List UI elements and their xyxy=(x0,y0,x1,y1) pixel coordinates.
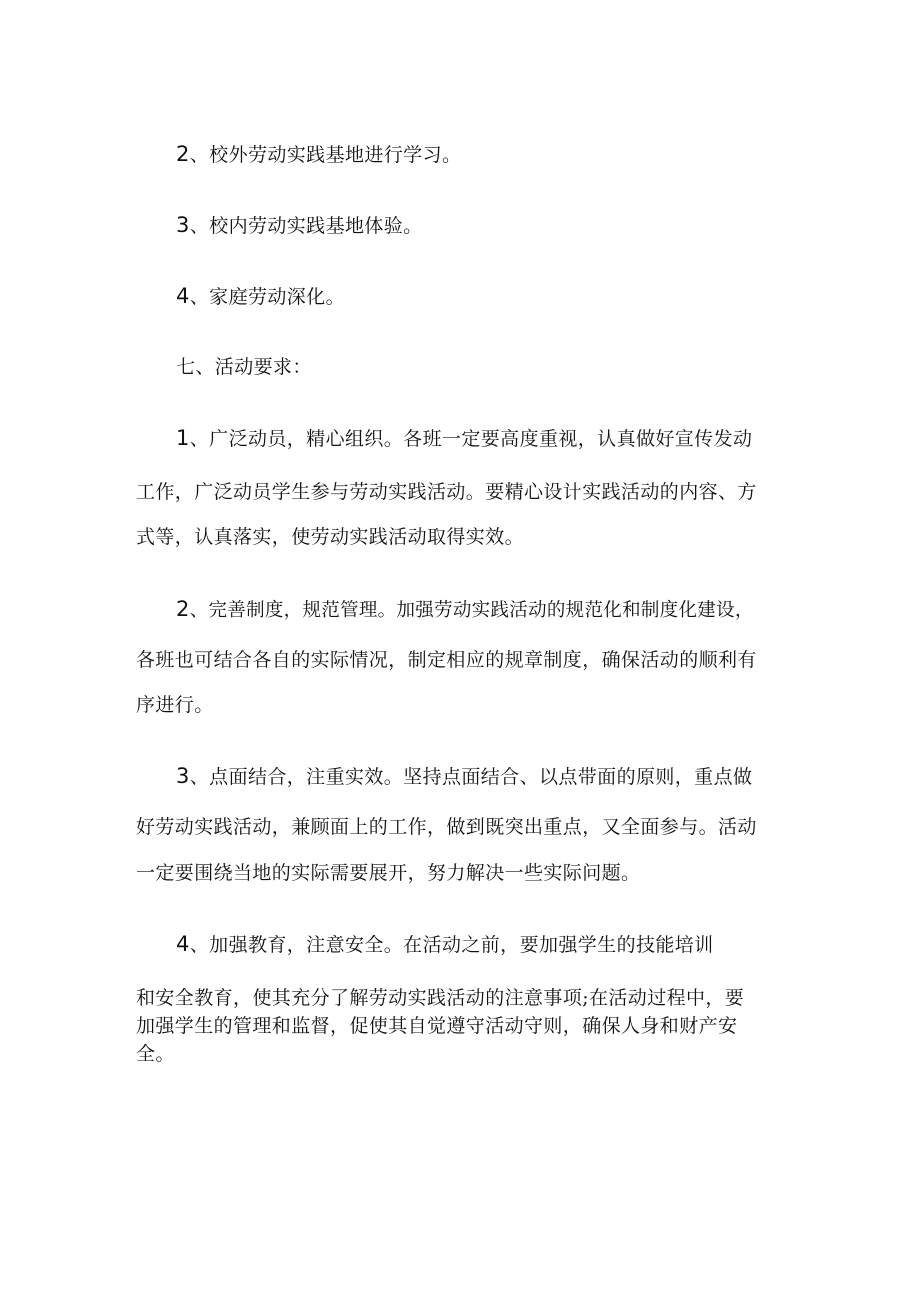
requirement-first-line xyxy=(176,597,754,623)
requirement-line: 全。 xyxy=(136,1043,175,1065)
requirement-text: 、点面结合，注重实效。坚持点面结合、以点带面的原则，重点做 xyxy=(189,766,753,788)
requirement-line: 好劳动实践活动，兼顾面上的工作，做到既突出重点，又全面参与。活动 xyxy=(136,816,757,838)
item-number: 3 xyxy=(176,213,190,237)
item-number: 4 xyxy=(176,284,190,308)
requirement-line: 一定要围绕当地的实际需要展开，努力解决一些实际问题。 xyxy=(136,862,641,884)
requirement-first-line xyxy=(176,426,752,451)
requirement-text: 、完善制度，规范管理。加强劳动实践活动的规范化和制度化建设， xyxy=(189,600,754,621)
requirement-text: 、广泛动员，精心组织。各班一定要高度重视，认真做好宣传发动 xyxy=(189,428,753,450)
requirement-line: 各班也可结合各自的实际情况，制定相应的规章制度，确保活动的顺利有 xyxy=(136,649,757,671)
item-text: 、校内劳动实践基地体验。 xyxy=(189,215,423,237)
requirement-first-line xyxy=(176,764,752,789)
item-number: 2 xyxy=(176,142,190,166)
list-item xyxy=(176,213,423,238)
requirement-line: 加强学生的管理和监督，促使其自觉遵守活动守则，确保人身和财产安 xyxy=(136,1015,738,1037)
requirement-number: 2 xyxy=(176,597,190,621)
requirement-number: 4 xyxy=(176,932,190,956)
requirement-line: 工作，广泛动员学生参与劳动实践活动。要精心设计实践活动的内容、方 xyxy=(136,481,757,503)
item-text: 、家庭劳动深化。 xyxy=(189,286,345,308)
list-item xyxy=(176,284,345,309)
requirement-number: 1 xyxy=(176,426,190,450)
item-text: 、校外劳动实践基地进行学习。 xyxy=(189,144,462,166)
requirement-text: 、加强教育，注意安全。在活动之前，要加强学生的技能培训 xyxy=(189,934,714,956)
requirement-line: 序进行。 xyxy=(136,694,214,716)
requirement-line: 式等，认真落实，使劳动实践活动取得实效。 xyxy=(136,526,525,548)
requirement-first-line xyxy=(176,932,714,957)
list-item xyxy=(176,142,461,167)
requirement-line: 和安全教育，使其充分了解劳动实践活动的注意事项;在活动过程中，要 xyxy=(136,987,745,1009)
section-heading: 七、活动要求： xyxy=(176,356,312,378)
requirement-number: 3 xyxy=(176,764,190,788)
